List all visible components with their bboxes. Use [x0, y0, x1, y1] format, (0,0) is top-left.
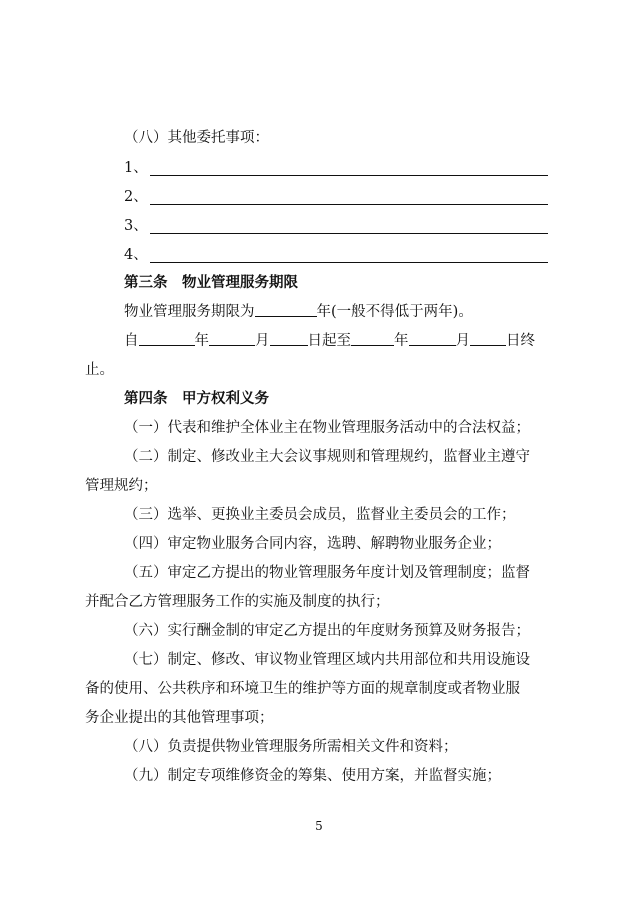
right-item-5: （五）审定乙方提出的物业管理服务年度计划及管理制度；监督	[124, 565, 530, 581]
start-day-blank	[270, 331, 308, 346]
article-3-title: 第三条 物业管理服务期限	[124, 274, 298, 291]
right-item-4: （四）审定物业服务合同内容，选聘、解聘物业服务企业；	[124, 536, 501, 552]
right-item-7: （七）制定、修改、审议物业管理区域内共用部位和共用设施设	[124, 652, 530, 668]
end-month-blank	[409, 331, 456, 346]
start-year-blank	[139, 331, 195, 346]
date-month-1: 月	[255, 333, 270, 349]
fill-in-rule	[150, 190, 548, 205]
right-item-9: （九）制定专项维修资金的筹集、使用方案，并监督实施；	[124, 768, 501, 784]
blank-line-3	[124, 216, 548, 236]
date-year-1: 年	[194, 333, 209, 349]
fill-in-rule	[150, 161, 548, 176]
right-item-3: （三）选举、更换业主委员会成员，监督业主委员会的工作；	[124, 507, 516, 523]
fill-in-rule	[150, 219, 548, 234]
date-end: 日终	[506, 333, 535, 349]
right-item-2-cont: 管理规约；	[85, 478, 158, 494]
term-prefix: 物业管理服务期限为	[124, 304, 255, 320]
right-item-6: （六）实行酬金制的审定乙方提出的年度财务预算及财务报告；	[124, 623, 530, 639]
page-number: 5	[315, 819, 323, 833]
term-suffix: 年(一般不得低于两年)。	[316, 304, 473, 320]
blank-line-number: 1、	[124, 160, 148, 176]
item-8-other-matters: （八）其他委托事项：	[124, 130, 269, 146]
date-year-2: 年	[394, 333, 409, 349]
date-from: 自	[124, 333, 139, 349]
blank-line-number: 2、	[124, 189, 148, 205]
blank-line-number: 4、	[124, 247, 148, 263]
blank-line-2	[124, 187, 548, 207]
fill-in-rule	[150, 248, 548, 263]
blank-line-number: 3、	[124, 218, 148, 234]
date-end-continued: 止。	[85, 362, 114, 378]
right-item-7-cont-1: 备的使用、公共秩序和环境卫生的维护等方面的规章制度或者物业服	[85, 681, 520, 697]
right-item-8: （八）负责提供物业管理服务所需相关文件和资料；	[124, 739, 458, 755]
end-day-blank	[470, 331, 506, 346]
term-line	[124, 302, 473, 322]
right-item-7-cont-2: 务企业提出的其他管理事项；	[85, 710, 274, 726]
date-day-start: 日起至	[307, 333, 351, 349]
right-item-5-cont: 并配合乙方管理服务工作的实施及制度的执行；	[85, 594, 390, 610]
blank-line-4	[124, 245, 548, 265]
blank-line-1	[124, 158, 548, 178]
date-month-2: 月	[455, 333, 470, 349]
right-item-1: （一）代表和维护全体业主在物业管理服务活动中的合法权益；	[124, 420, 530, 436]
term-years-blank	[255, 302, 317, 317]
start-month-blank	[209, 331, 255, 346]
article-4-title: 第四条 甲方权利义务	[124, 390, 269, 407]
date-range-line	[124, 331, 535, 351]
end-year-blank	[351, 331, 394, 346]
right-item-2: （二）制定、修改业主大会议事规则和管理规约，监督业主遵守	[124, 449, 530, 465]
